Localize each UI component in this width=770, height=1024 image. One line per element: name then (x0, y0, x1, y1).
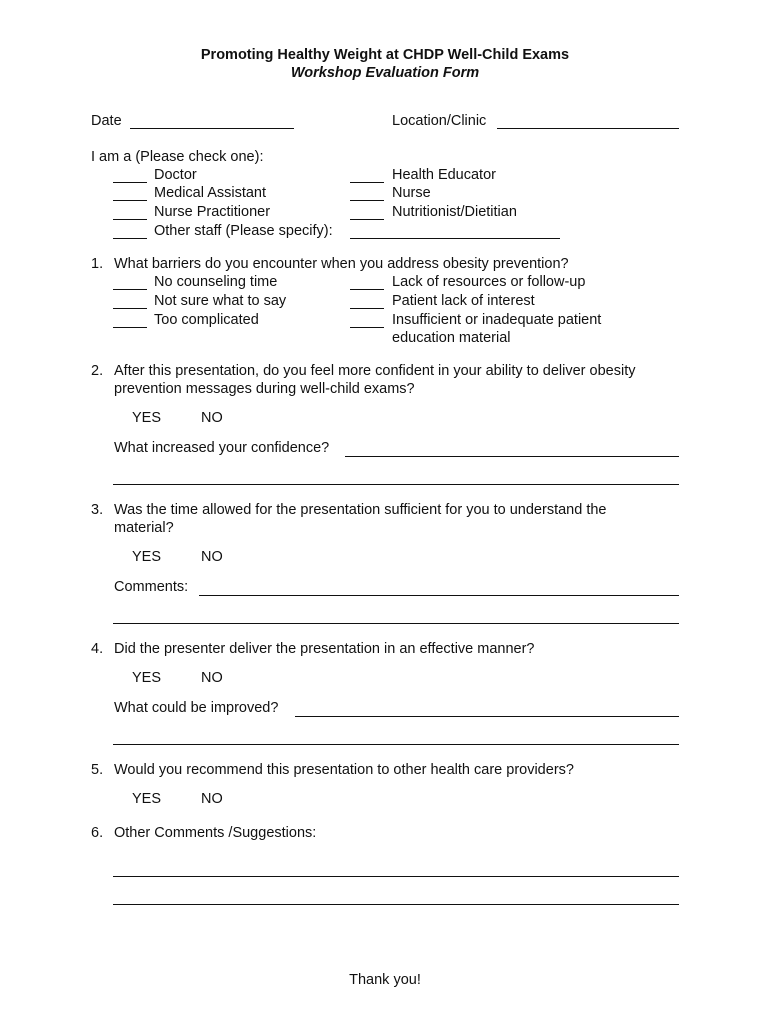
role-checkbox-other-staff[interactable] (113, 238, 147, 239)
role-label-medical-assistant: Medical Assistant (154, 185, 267, 201)
q2-number: 2. (91, 363, 104, 379)
q5-yes-option[interactable]: YES (132, 791, 162, 807)
q1-label-too-complicated: Too complicated (154, 312, 259, 328)
q3-yes-option[interactable]: YES (132, 549, 162, 565)
q1-checkbox-too-complicated[interactable] (113, 327, 147, 328)
role-label-nutritionist: Nutritionist/Dietitian (392, 204, 517, 220)
q5-no-option[interactable]: NO (201, 791, 223, 807)
q4-text: Did the presenter deliver the presentation in an effective manner? (114, 641, 535, 657)
q2-text-line1: After this presentation, do you feel more confident in your ability to deliver obesity (114, 363, 636, 379)
q1-label-insufficient-material: Insufficient or inadequate patient (392, 312, 602, 328)
role-label-health-educator: Health Educator (392, 167, 496, 183)
q3-followup-label: Comments: (114, 579, 189, 595)
q3-text-line1: Was the time allowed for the presentation sufficient for you to understand the (114, 502, 607, 518)
q4-yes-option[interactable]: YES (132, 670, 162, 686)
role-checkbox-medical-assistant[interactable] (113, 200, 147, 201)
q2-followup-label: What increased your confidence? (114, 440, 330, 456)
date-field[interactable] (130, 128, 294, 129)
role-checkbox-nurse-practitioner[interactable] (113, 219, 147, 220)
role-label-doctor: Doctor (154, 167, 197, 183)
location-field[interactable] (497, 128, 679, 129)
q1-checkbox-not-sure[interactable] (113, 308, 147, 309)
q1-checkbox-no-counseling-time[interactable] (113, 289, 147, 290)
role-checkbox-doctor[interactable] (113, 182, 147, 183)
q4-no-option[interactable]: NO (201, 670, 223, 686)
q2-followup-field[interactable] (345, 456, 679, 457)
q1-label-insufficient-material-cont: education material (392, 330, 511, 346)
q6-text: Other Comments /Suggestions: (114, 825, 317, 841)
q6-number: 6. (91, 825, 104, 841)
q3-comments-field-line2[interactable] (113, 623, 679, 624)
q3-comments-field[interactable] (199, 595, 679, 596)
q4-followup-label: What could be improved? (114, 700, 279, 716)
location-label: Location/Clinic (392, 113, 487, 129)
q6-comments-line2[interactable] (113, 904, 679, 905)
q5-text: Would you recommend this presentation to other health care providers? (114, 762, 574, 778)
date-label: Date (91, 113, 122, 129)
q1-checkbox-lack-of-resources[interactable] (350, 289, 384, 290)
role-label-other-staff: Other staff (Please specify): (154, 223, 333, 239)
q3-number: 3. (91, 502, 104, 518)
role-checkbox-nurse[interactable] (350, 200, 384, 201)
form-subtitle: Workshop Evaluation Form (290, 65, 480, 81)
q5-number: 5. (91, 762, 104, 778)
role-label-nurse: Nurse (392, 185, 431, 201)
role-prompt: I am a (Please check one): (91, 149, 264, 165)
q1-number: 1. (91, 256, 104, 272)
q2-text-line2: prevention messages during well-child exams? (114, 381, 415, 397)
q2-followup-field-line2[interactable] (113, 484, 679, 485)
q4-improve-field[interactable] (295, 716, 679, 717)
role-checkbox-nutritionist[interactable] (350, 219, 384, 220)
q1-text: What barriers do you encounter when you address obesity prevention? (114, 256, 569, 272)
q1-label-patient-lack-of-interest: Patient lack of interest (392, 293, 535, 309)
other-staff-specify-field[interactable] (350, 238, 560, 239)
q3-no-option[interactable]: NO (201, 549, 223, 565)
q1-checkbox-patient-lack-of-interest[interactable] (350, 308, 384, 309)
q3-text-line2: material? (114, 520, 174, 536)
q2-no-option[interactable]: NO (201, 410, 223, 426)
q1-label-no-counseling-time: No counseling time (154, 274, 278, 290)
q6-comments-line1[interactable] (113, 876, 679, 877)
thank-you-text: Thank you! (349, 972, 421, 988)
q1-checkbox-insufficient-material[interactable] (350, 327, 384, 328)
role-checkbox-health-educator[interactable] (350, 182, 384, 183)
form-title: Promoting Healthy Weight at CHDP Well-Child Exams (200, 47, 570, 63)
q1-label-not-sure: Not sure what to say (154, 293, 287, 309)
q4-number: 4. (91, 641, 104, 657)
role-label-nurse-practitioner: Nurse Practitioner (154, 204, 271, 220)
q1-label-lack-of-resources: Lack of resources or follow-up (392, 274, 586, 290)
q2-yes-option[interactable]: YES (132, 410, 162, 426)
q4-improve-field-line2[interactable] (113, 744, 679, 745)
